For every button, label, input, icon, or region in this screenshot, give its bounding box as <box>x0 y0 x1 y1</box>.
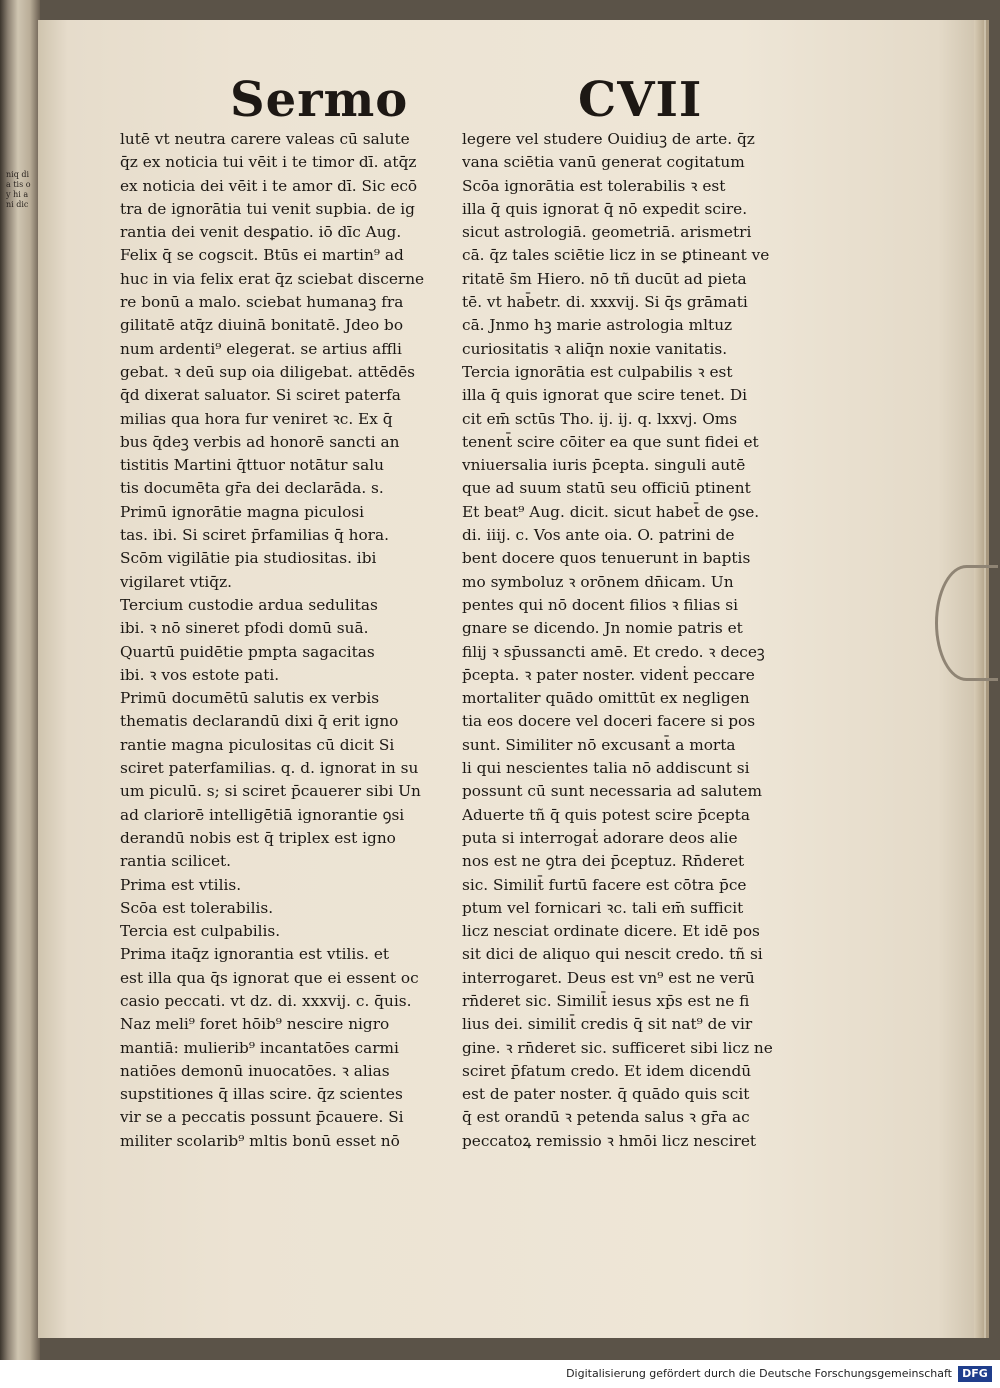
facing-page-edge <box>0 0 40 1360</box>
text-line: puta si interrogaṫ adorare deos alie <box>462 828 738 847</box>
text-line: natiōes demonū inuocatōes. ꝛ alias <box>120 1061 390 1080</box>
text-line: est illa qua q̄s ignorat que ei essent oc <box>120 968 419 987</box>
text-line: vir se a peccatis possunt p̄cauere. Si <box>120 1108 404 1127</box>
text-line: lius dei. similit̄ credis q̄ sit nat⁹ de vir <box>462 1015 753 1034</box>
text-line: legere vel studere Ouidiuꝫ de arte. q̄z <box>462 130 755 148</box>
text-line: Naz meli⁹ foret hōib⁹ nescire nigro <box>120 1015 390 1034</box>
text-line: Prima itaq̄z ignorantia est vtilis. et <box>120 945 390 964</box>
text-line: num ardenti⁹ elegerat. se artius affli <box>120 339 402 358</box>
text-line: curiositatis ꝛ aliq̄n noxie vanitatis. <box>462 339 728 358</box>
text-line: q̄z ex noticia tui vēit i te timor dī. atq̄z <box>120 153 417 172</box>
text-line: bus q̄deꝫ verbis ad honorē sancti an <box>120 432 400 451</box>
text-line: Tercia est culpabilis. <box>120 922 281 941</box>
right-column <box>462 128 782 1153</box>
text-line: cā. Jnmo hꝫ marie astrologia mltuz <box>462 316 733 335</box>
text-line: di. iiij. c. Vos ante oia. O. patrini de <box>462 526 735 545</box>
text-line: tia eos docere vel doceri facere si pos <box>462 712 756 731</box>
text-line: gine. ꝛ rn̄deret sic. sufficeret sibi licz ne <box>462 1038 773 1057</box>
text-line: ibi. ꝛ nō sineret pfodi domū suā. <box>120 619 369 638</box>
text-line: sciret p̄fatum credo. Et idem dicendū <box>462 1061 752 1080</box>
text-line: militer scolarib⁹ mltis bonū esset nō <box>120 1131 400 1150</box>
text-line: mantiā: mulierib⁹ incantatōes carmi <box>120 1038 399 1057</box>
text-line: tas. ibi. Si sciret p̄rfamilias q̄ hora. <box>120 526 389 545</box>
text-line: ptum vel fornicari ꝛc. tali em̄ sufficit <box>462 898 744 917</box>
text-line: vana sciētia vanū generat cogitatum <box>462 153 745 172</box>
text-line: Felix q̄ se cogscit. Btūs ei martin⁹ ad <box>120 246 404 265</box>
text-line: gnare se dicendo. Jn nomie patris et <box>462 619 743 638</box>
text-line: rantia dei venit desꝑatio. iō dīc Aug. <box>120 223 402 242</box>
text-line: derandū nobis est q̄ triplex est igno <box>120 828 396 847</box>
text-line: mo symboluz ꝛ orōnem dn̄icam. Un <box>462 572 734 591</box>
text-line: bent docere quos tenuerunt in baptis <box>462 549 751 568</box>
text-line: Aduerte tñ q̄ quis potest scire p̄cepta <box>462 805 750 824</box>
text-line: rantie magna piculositas cū dicit Si <box>120 735 395 754</box>
running-head-right: CVII <box>578 72 703 128</box>
running-head-left: Sermo <box>230 72 409 128</box>
text-line: ad clariorē intelligētiā ignorantie ꝯsi <box>120 805 405 824</box>
text-line: milias qua hora fur veniret ꝛc. Ex q̄ <box>120 409 393 428</box>
text-line: sic. Similit̄ furtū facere est cōtra p̄ce <box>462 875 747 894</box>
text-line: illa q̄ quis ignorat que scire tenet. Di <box>462 386 747 405</box>
left-column <box>120 128 440 1153</box>
footer-bar <box>0 1360 1000 1388</box>
text-line: peccatoꝝ remissio ꝛ hmōi licz nesciret <box>462 1131 757 1150</box>
text-line: Scōa est tolerabilis. <box>120 898 274 917</box>
text-line: ibi. ꝛ vos estote pati. <box>120 665 280 684</box>
text-line: Tercia ignorātia est culpabilis ꝛ est <box>462 362 733 381</box>
text-line: rantia scilicet. <box>120 852 232 871</box>
text-line: Primū ignorātie magna piculosi <box>120 502 365 521</box>
text-line: que ad suum statū seu officiū ptinent <box>462 479 751 498</box>
text-line: gilitatē atq̄z diuinā bonitatē. Jdeo bo <box>120 316 404 335</box>
text-line: sicut astrologiā. geometriā. arismetri <box>462 223 752 242</box>
text-line: licz nesciat ordinate dicere. Et idē pos <box>462 922 760 941</box>
text-line: Tercium custodie ardua sedulitas <box>120 595 378 614</box>
text-line: lutē vt neutra carere valeas cū salute <box>120 130 410 148</box>
text-line: sciret paterfamilias. q. d. ignorat in su <box>120 759 419 778</box>
text-line: Quartū puidētie pmpta sagacitas <box>120 642 375 661</box>
text-line: thematis declarandū dixi q̄ erit igno <box>120 712 399 731</box>
text-line: vniuersalia iuris p̄cepta. singuli autē <box>462 456 746 475</box>
text-line: Scōa ignorātia est tolerabilis ꝛ est <box>462 176 726 195</box>
text-line: Et beat⁹ Aug. dicit. sicut habet̄ de ꝯse. <box>462 502 760 521</box>
text-line: filij ꝛ sp̄ussancti amē. Et credo. ꝛ deceꝫ <box>462 642 765 661</box>
text-line: mortaliter quādo omittūt ex negligen <box>462 689 750 708</box>
text-line: sit dici de aliquo qui nescit credo. tñ si <box>462 945 763 964</box>
text-line: gebat. ꝛ deū sup oia diligebat. attēdēs <box>120 362 416 381</box>
text-line: nos est ne ꝯtra dei p̄ceptuz. Rn̄deret <box>462 852 745 871</box>
text-line: sunt. Similiter nō excusant̄ a morta <box>462 735 736 754</box>
text-line: rn̄deret sic. Similit̄ iesus xp̄s est ne fi <box>462 991 750 1010</box>
text-line: interrogaret. Deus est vn⁹ est ne verū <box>462 968 755 987</box>
text-line: tra de ignorātia tui venit supbia. de ig <box>120 199 415 218</box>
footer-credit: Digitalisierung gefördert durch die Deutsche Forschungsgemeinschaft <box>566 1367 952 1380</box>
text-line: ritatē s̄m Hiero. nō tñ ducūt ad pieta <box>462 269 747 288</box>
text-line: p̄cepta. ꝛ pater noster. videnṫ peccare <box>462 665 755 684</box>
text-line: q̄ est orandū ꝛ petenda salus ꝛ gr̄a ac <box>462 1108 750 1127</box>
bookmark-clip <box>935 565 998 681</box>
text-line: est de pater noster. q̄ quādo quis scit <box>462 1085 750 1104</box>
text-line: vigilaret vtiq̄z. <box>120 572 233 591</box>
facing-page-text: niq dia tis oy hi ani dic <box>6 170 31 209</box>
dfg-logo: DFG <box>958 1366 992 1382</box>
text-line: tistitis Martini q̄ttuor notātur salu <box>120 456 384 475</box>
text-line: tē. vt hab̄etr. di. xxxvij. Si q̄s grāmati <box>462 293 748 312</box>
text-line: tis documēta gr̄a dei declarāda. s. <box>120 479 384 498</box>
text-line: Prima est vtilis. <box>120 875 242 894</box>
text-line: cit em̄ sctūs Tho. ij. ij. q. lxxvj. Oms <box>462 409 738 428</box>
text-line: Scōm vigilātie pia studiositas. ibi <box>120 549 377 568</box>
text-line: cā. q̄z tales sciētie licz in se ꝑtineant ve <box>462 246 770 265</box>
text-line: tenent̄ scire cōiter ea que sunt fidei et <box>462 432 759 451</box>
text-line: huc in via felix erat q̄z sciebat discerne <box>120 269 425 288</box>
text-line: li qui nescientes talia nō addiscunt si <box>462 759 750 778</box>
text-line: pentes qui nō docent filios ꝛ filias si <box>462 595 738 614</box>
text-line: q̄d dixerat saluator. Si sciret paterfa <box>120 386 401 405</box>
text-line: Primū documētū salutis ex verbis <box>120 689 380 708</box>
text-line: um piculū. s; si sciret p̄cauerer sibi Un <box>120 782 421 801</box>
text-line: possunt cū sunt necessaria ad salutem <box>462 782 762 801</box>
text-line: casio peccati. vt dz. di. xxxvij. c. q̄uis. <box>120 991 412 1010</box>
text-line: ex noticia dei vēit i te amor dī. Sic ecō <box>120 176 418 195</box>
text-line: illa q̄ quis ignorat q̄ nō expedit scire. <box>462 199 748 218</box>
text-line: supstitiones q̄̄ illas scire. q̄z scientes <box>120 1085 403 1104</box>
text-line: re bonū a malo. sciebat humanaꝫ fra <box>120 293 404 312</box>
